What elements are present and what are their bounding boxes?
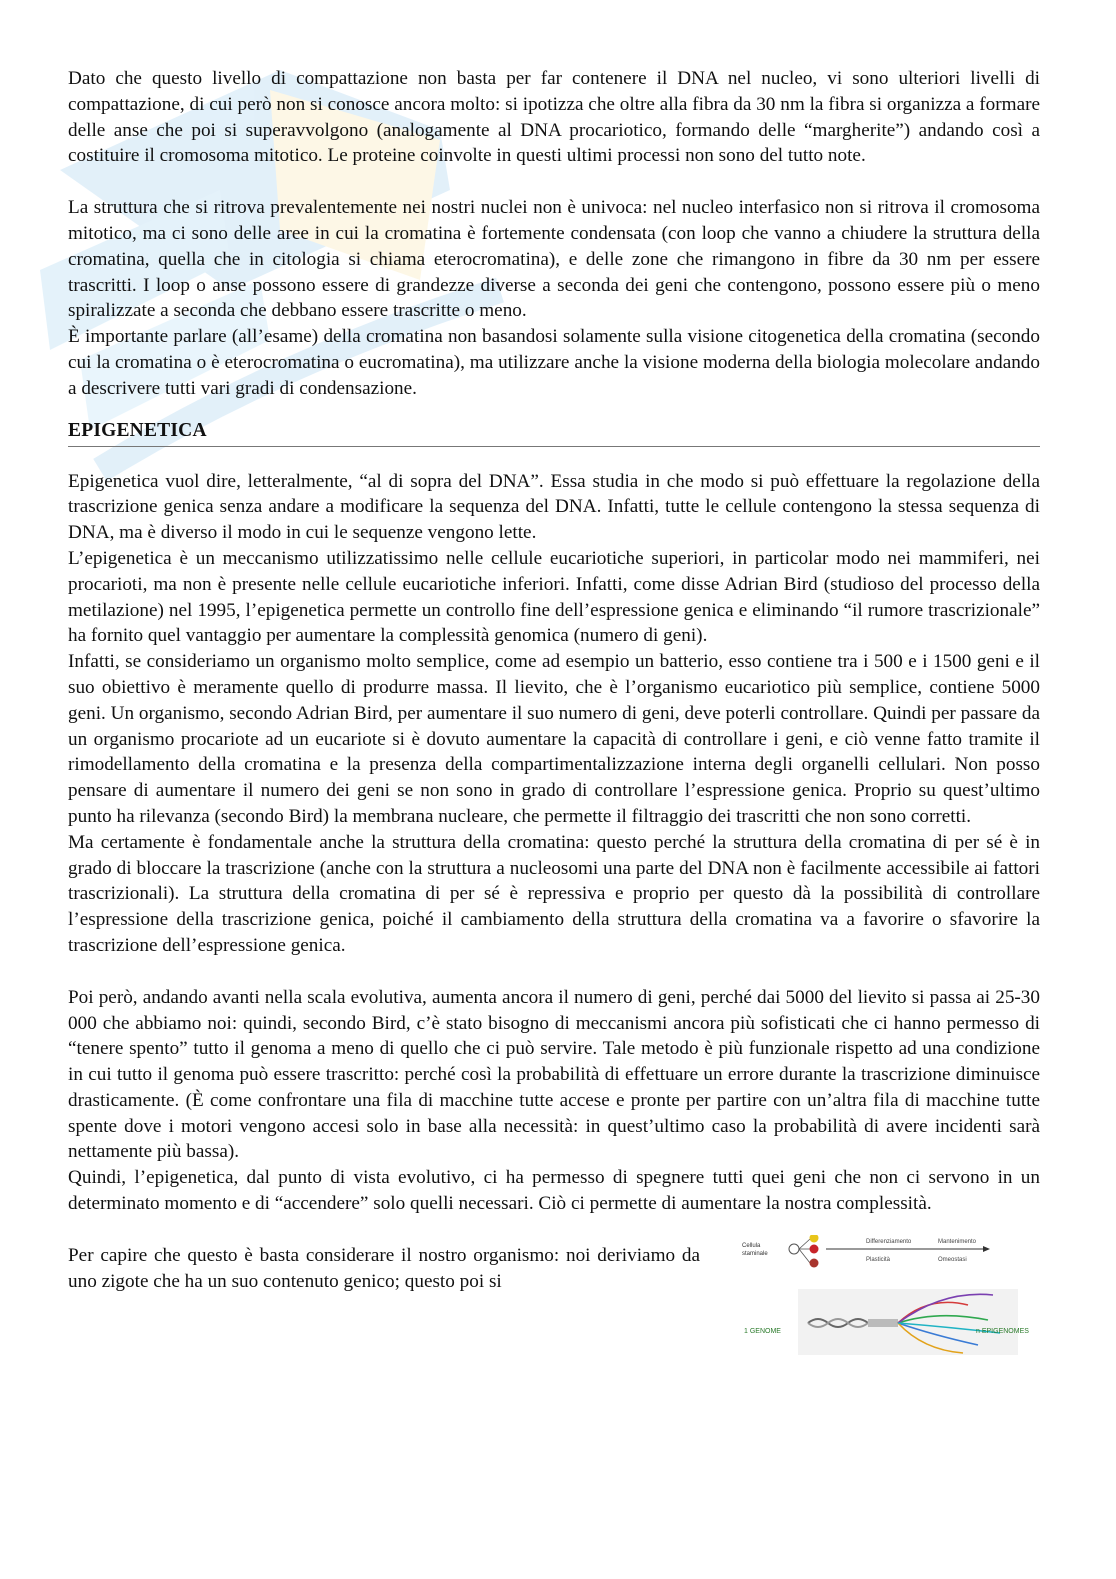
label-genome: 1 GENOME (744, 1327, 781, 1335)
paragraph-epigenetics-bird: L’epigenetica è un meccanismo utilizzatissimo nelle cellule eucariotiche superiori, in particolar modo nei mammiferi, nei procarioti, ma non è presente nelle cellule eucariotiche inferiori. Infatti, come disse Adrian Bird (studioso del processo della metilazione) nel 1995, l’epigenetica permette un controllo fine dell’espressione genica e eliminando “il rumore trascrizionale” ha fornito quel vantaggio per aumentare la complessità genomica (numero di geni). (68, 547, 1040, 647)
paragraph-epigenetics-definition: Epigenetica vuol dire, letteralmente, “al di sopra del DNA”. Essa studia in che modo si può effettuare la regolazione della trascrizione genica senza andare a modificare la sequenza del DNA. Infatti, tutte le cellule contengono la stessa sequenza di DNA, ma è diverso il modo in cui le sequenze vengono lette. (68, 470, 1040, 544)
label-plasticity: Plasticità (866, 1256, 891, 1263)
label-maintenance: Mantenimento (938, 1238, 977, 1245)
paragraph-evolutionary-scale: Poi però, andando avanti nella scala evolutiva, aumenta ancora il numero di geni, perché dai 5000 del lievito si passa ai 25-30 000 che abbiamo noi: quindi, secondo Bird, c’è stato bisogno di meccanismi ancora più sofisticati che ci hanno permesso di “tenere spento” tutto il genoma a meno di quello che ci può servire. Tale metodo è più funzionale rispetto ad una condizione in cui tutto il genoma può essere trascritto: perché così la probabilità di effettuare un errore durante la trascrizione diminuisce drasticamente. (È come confrontare una fila di macchine tutte accese e pronte per partire con un’altra fila di macchine tutte spente dove i motori vengono accesi solo in base alla necessità: in quest’ultimo caso la probabilità di avere incidenti sarà nettamente più bassa). (68, 986, 1040, 1163)
paragraph-chromatin-repressive: Ma certamente è fondamentale anche la struttura della cromatina: questo perché la struttura della cromatina di per sé è in grado di bloccare la trascrizione (anche con la struttura a nucleosomi una parte del DNA non è facilmente accessibile ai fattori trascrizionali). La struttura della cromatina di per sé è repressiva e proprio per questo dà la possibilità di controllare l’espressione della trascrizione genica, poiché il cambiamento della struttura della cromatina va a favorire o sfavorire la trascrizione dell’espressione genica. (68, 831, 1040, 956)
paragraph-evolution-summary: Quindi, l’epigenetica, dal punto di vista evolutivo, ci ha permesso di spegnere tutti quei geni che non ci servono in un determinato momento e di “accendere” solo quelli necessari. Ciò ci permette di aumentare la nostra complessità. (68, 1167, 1040, 1215)
dot-yellow (810, 1235, 819, 1243)
document-page (68, 66, 1040, 1335)
paragraph-compaction: Dato che questo livello di compattazione non basta per far contenere il DNA nel nucleo, vi sono ulteriori livelli di compattazione, di cui però non si conosce ancora molto: si ipotizza che oltre alla fibra da 30 nm la fibra si organizza a formare delle anse che poi si superavvolgono (analogamente al DNA procariotico, formando delle “margherite”) andando così a costituire il cromosoma mitotico. Le proteine coinvolte in questi ultimi processi non sono del tutto note. (68, 68, 1040, 167)
cell-label-line2: staminale (742, 1250, 768, 1257)
section-heading-epigenetica: EPIGENETICA (68, 420, 1040, 447)
cell-label-line1: Cellula (742, 1242, 761, 1249)
label-differentiation: Differenziamento (866, 1238, 912, 1245)
dot-dark-red (810, 1258, 819, 1267)
label-epigenomes: n EPIGENOMES (976, 1327, 1029, 1335)
paragraph-exam-note: È importante parlare (all’esame) della cromatina non basandosi solamente sulla visione citogenetica della cromatina (secondo cui la cromatina o è eterocromatina o eucromatina), ma utilizzare anche la visione moderna della biologia molecolare andando a descrivere tutti vari gradi di condensazione. (68, 326, 1040, 399)
paragraph-organism-example: Per capire che questo è basta considerare il nostro organismo: noi deriviamo da uno zigote che ha un suo contenuto genico; questo poi si (68, 1244, 700, 1292)
dot-red (810, 1244, 819, 1253)
paragraph-chromatin-structure: La struttura che si ritrova prevalentemente nei nostri nuclei non è univoca: nel nucleo interfasico non si ritrova il cromosoma mitotico, ma ci sono delle aree in cui la cromatina è fortemente condensata (con loop che vanno a chiudere la struttura della cromatina, quella che in citologia si chiama eterocromatina), e delle zone che rimangono in fibre da 30 nm per essere trascritti. I loop o anse possono essere di grandezze diverse a seconda dei geni che contengono, possono essere più o meno spiralizzate a seconda che debbano essere trascritte o meno. (68, 197, 1040, 322)
paragraph-gene-count: Infatti, se consideriamo un organismo molto semplice, come ad esempio un batterio, esso contiene tra i 500 e i 1500 geni e il suo obiettivo è meramente quello di produrre massa. Il lievito, che è l’organismo eucariotico più semplice, contiene 5000 geni. Un organismo, secondo Adrian Bird, per aumentare il suo numero di geni, deve poterli controllare. Quindi per passare da un organismo procariote ad un eucariote si è dovuto aumentare la capacità di controllare i geni, e ciò venne fatto tramite il rimodellamento della cromatina e la presenza della compartimentalizzazione interna degli organelli cellulari. Non posso pensare di aumentare il numero dei geni se non sono in grado di controllare l’espressione genica. Proprio su quest’ultimo punto ha rilevanza (secondo Bird) la membrana nucleare, che permette il filtraggio dei trascritti che non sono corretti. (68, 651, 1040, 827)
stem-cell-icon (789, 1244, 799, 1254)
epigenome-diagram (738, 1235, 1038, 1385)
label-homeostasis: Omeostasi (938, 1256, 967, 1263)
